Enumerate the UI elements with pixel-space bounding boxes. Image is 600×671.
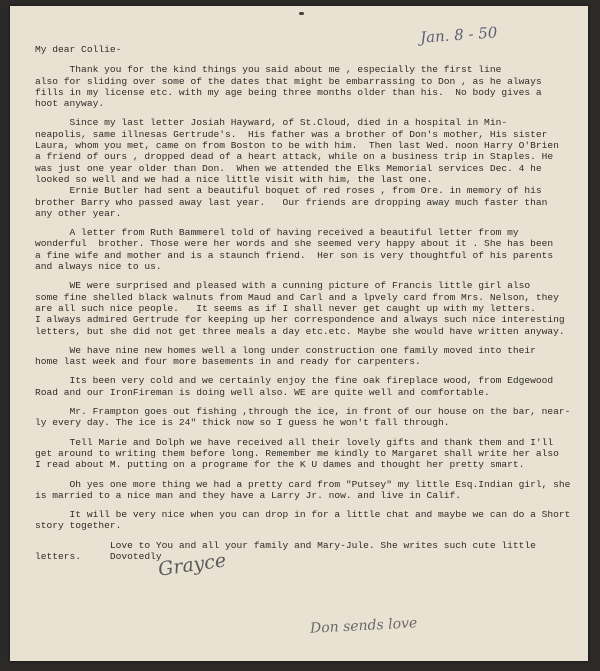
handwritten-date: Jan. 8 - 50 <box>419 23 498 47</box>
text-line: letters, but she did not get three meals a day etc.etc. Maybe she would have written anyway. <box>35 325 565 337</box>
text-line: Since my last letter Josiah Hayward, of St.Cloud, died in a hospital in Min- <box>35 117 508 129</box>
paragraph <box>35 117 567 219</box>
text-line: get around to writing them before long. Remember me kindly to Margaret shall write her also <box>35 447 559 459</box>
text-line: ly every day. The ice is 24" thick now so I guess he won't fall through. <box>35 417 450 429</box>
text-line: Ernie Butler had sent a beautiful boquet of red roses , from Ore. in memory of his <box>35 185 542 197</box>
letter-paragraphs <box>35 64 571 562</box>
letter-body <box>35 44 571 570</box>
paragraph <box>35 280 567 336</box>
paragraph <box>35 437 567 471</box>
text-line: Road and our IronFireman is doing well also. WE are quite well and comfortable. <box>35 386 490 398</box>
text-line: some fine shelled black walnuts from Maud and Carl and a lpvely card from Mrs. Nelson, they <box>35 291 559 303</box>
salutation: My dear Collie- <box>35 44 122 55</box>
text-line: a fine wife and mother and is a staunch friend. Her son is very thoughtful of his parents <box>35 249 554 261</box>
text-line: looked so well and we had a nice little visit with him, the last one. <box>35 173 433 185</box>
text-line: is married to a nice man and they have a Larry Jr. now. and live in Calif. <box>35 489 462 501</box>
text-line: fills in my license etc. with my age being three months older than his. No body gives a <box>35 86 542 98</box>
text-line: are all such nice people. It seems as if I shall never get caught up with my letters. <box>35 302 536 314</box>
text-line: Its been very cold and we certainly enjoy the fine oak fireplace wood, from Edgewood <box>35 375 554 387</box>
text-line: Oh yes one more thing we had a pretty card from "Putsey" my little Esq.Indian girl, she <box>35 478 571 490</box>
paragraph <box>35 64 567 109</box>
text-line: We have nine new homes well a long under construction one family moved into their <box>35 344 536 356</box>
paragraph <box>35 406 571 429</box>
handwritten-signature: Grayce <box>156 549 228 581</box>
text-line: brother Barry who passed away last year. Our friends are dropping away much faster than <box>35 196 548 208</box>
text-line: Tell Marie and Dolph we have received all their lovely gifts and thank them and I'll <box>35 436 554 448</box>
punch-hole <box>299 12 304 15</box>
text-line: Mr. Frampton goes out fishing ,through the ice, in front of our house on the bar, near- <box>35 406 571 418</box>
text-line: also for sliding over some of the dates that might be embarrassing to Don , as he always <box>35 75 542 87</box>
text-line: story together. <box>35 520 122 532</box>
text-line: Love to You and all your family and Mary-Jule. She writes such cute little <box>35 539 536 551</box>
text-line: a friend of ours , dropped dead of a heart attack, while on a business trip in Staples. He <box>35 151 554 163</box>
text-line: any other year. <box>35 207 122 219</box>
paragraph <box>35 227 567 272</box>
text-line: letters. Dovotedly <box>35 550 162 562</box>
text-line: neapolis, same illnesas Gertrude's. His father was a brother of Don's mother, His sister <box>35 128 548 140</box>
text-line: and always nice to us. <box>35 261 162 273</box>
handwritten-note: Don sends love <box>309 615 418 637</box>
text-line: WE were surprised and pleased with a cunning picture of Francis little girl also <box>35 280 531 292</box>
text-line: It will be very nice when you can drop in for a little chat and maybe we can do a Short <box>35 509 571 521</box>
text-line: home last week and four more basements in and ready for carpenters. <box>35 356 421 368</box>
text-line: I read about M. putting on a programe for the K U dames and thought her pretty smart. <box>35 459 525 471</box>
text-line: Thank you for the kind things you said about me , especially the first line <box>35 64 502 76</box>
text-line: I always admired Gertrude for keeping up her correspondence and always such nice interesting <box>35 314 565 326</box>
paragraph <box>35 509 571 532</box>
paragraph <box>35 540 567 563</box>
text-line: hoot anyway. <box>35 98 105 110</box>
paragraph <box>35 478 571 502</box>
paragraph <box>35 375 567 398</box>
letter-sheet <box>10 6 588 661</box>
text-line: Laura, whom you met, came on from Boston to be with him. Then last Wed. noon Harry O'Brien <box>35 140 559 152</box>
text-line: was just one year older than Don. When we attended the Elks Memorial services Dec. 4 he <box>35 162 542 174</box>
text-line: wonderful brother. Those were her words and she seemed very happy about it . She has been <box>35 238 554 250</box>
text-line: A letter from Ruth Bammerel told of having received a beautiful letter from my <box>35 227 519 239</box>
paragraph <box>35 345 567 368</box>
